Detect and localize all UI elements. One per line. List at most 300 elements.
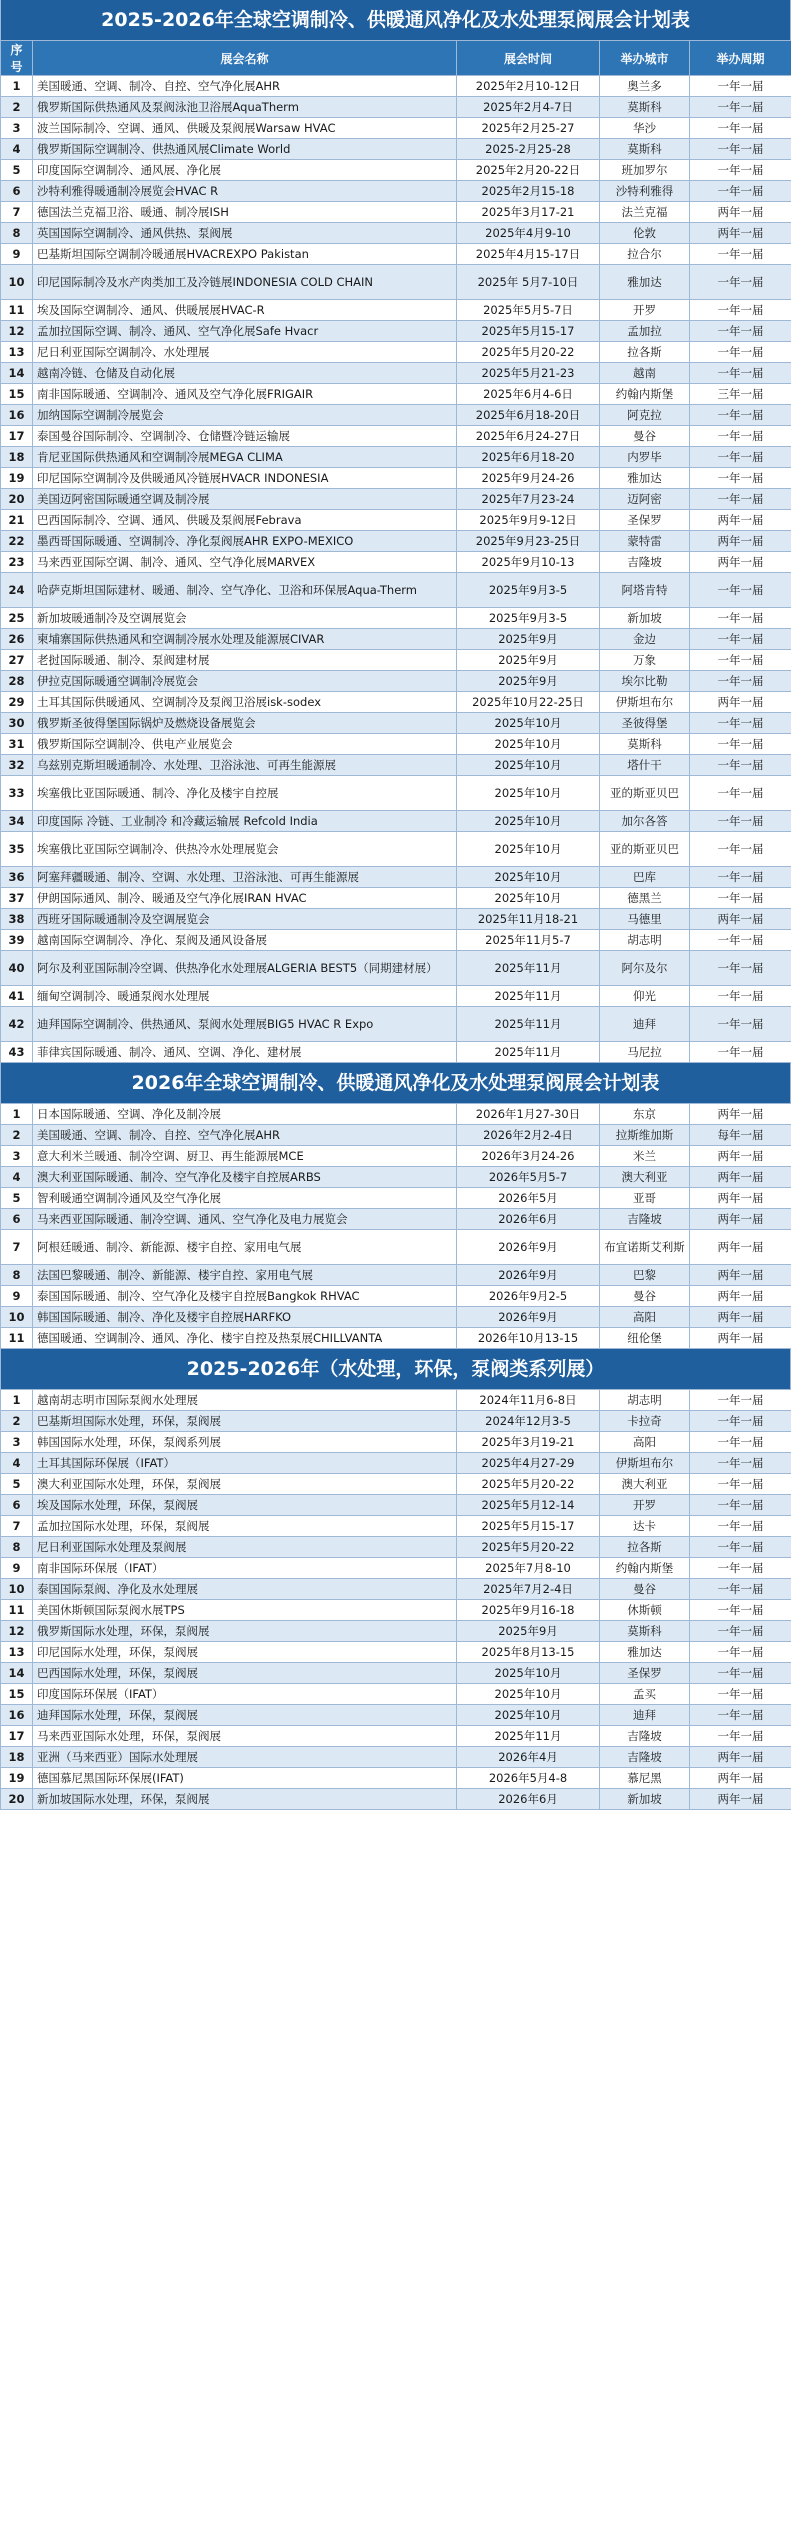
cell-name: 印度国际空调制冷、通风展、净化展 [33,160,457,181]
table-row [1,1286,791,1307]
cell-date: 2026年6月 [457,1209,600,1230]
cell-freq: 一年一届 [690,489,791,510]
cell-no: 20 [1,1789,33,1810]
cell-city: 巴库 [600,867,690,888]
cell-city: 班加罗尔 [600,160,690,181]
cell-freq: 两年一届 [690,202,791,223]
cell-no: 18 [1,1747,33,1768]
cell-date: 2025年11月18-21 [457,909,600,930]
cell-name: 南非国际暖通、空调制冷、通风及空气净化展FRIGAIR [33,384,457,405]
table-row [1,1146,791,1167]
cell-freq: 一年一届 [690,573,791,608]
cell-name: 泰国曼谷国际制冷、空调制冷、仓储暨冷链运输展 [33,426,457,447]
cell-city: 莫斯科 [600,734,690,755]
table-row [1,1726,791,1747]
cell-date: 2025年11月 [457,1042,600,1063]
cell-date: 2025年9月 [457,650,600,671]
cell-no: 4 [1,1453,33,1474]
cell-date: 2025年5月20-22 [457,1537,600,1558]
table-row [1,1007,791,1042]
cell-no: 1 [1,1390,33,1411]
table-row [1,384,791,405]
table-row [1,1684,791,1705]
cell-name: 韩国国际水处理，环保，泵阀系列展 [33,1432,457,1453]
table-row [1,426,791,447]
cell-freq: 两年一届 [690,1265,791,1286]
table-row [1,734,791,755]
table-row [1,1104,791,1125]
cell-date: 2025年2月10-12日 [457,76,600,97]
cell-city: 约翰内斯堡 [600,384,690,405]
cell-date: 2025年9月3-5 [457,608,600,629]
cell-city: 雅加达 [600,468,690,489]
cell-date: 2025年2月15-18 [457,181,600,202]
cell-date: 2025年6月18-20日 [457,405,600,426]
cell-city: 达卡 [600,1516,690,1537]
cell-freq: 一年一届 [690,734,791,755]
cell-name: 越南胡志明市国际泵阀水处理展 [33,1390,457,1411]
cell-no: 8 [1,1537,33,1558]
cell-freq: 一年一届 [690,118,791,139]
cell-freq: 两年一届 [690,1307,791,1328]
column-header-name: 展会名称 [33,41,457,76]
table-row [1,447,791,468]
cell-name: 新加坡国际水处理，环保，泵阀展 [33,1789,457,1810]
cell-freq: 两年一届 [690,531,791,552]
cell-no: 7 [1,1516,33,1537]
cell-date: 2025年11月 [457,951,600,986]
cell-name: 泰国国际暖通、制冷、空气净化及楼宇自控展Bangkok RHVAC [33,1286,457,1307]
cell-no: 8 [1,223,33,244]
table-row [1,692,791,713]
cell-no: 15 [1,1684,33,1705]
column-header-freq: 举办周期 [690,41,791,76]
cell-date: 2025年9月16-18 [457,1600,600,1621]
cell-date: 2025年9月 [457,671,600,692]
cell-freq: 一年一届 [690,426,791,447]
cell-city: 开罗 [600,1495,690,1516]
cell-no: 9 [1,244,33,265]
cell-no: 13 [1,342,33,363]
cell-no: 19 [1,468,33,489]
cell-date: 2026年9月 [457,1307,600,1328]
cell-name: 澳大利亚国际水处理，环保，泵阀展 [33,1474,457,1495]
column-header-date: 展会时间 [457,41,600,76]
cell-city: 雅加达 [600,1642,690,1663]
cell-city: 卡拉奇 [600,1411,690,1432]
cell-freq: 一年一届 [690,468,791,489]
cell-city: 阿尔及尔 [600,951,690,986]
cell-no: 33 [1,776,33,811]
cell-no: 6 [1,1209,33,1230]
cell-name: 菲律宾国际暖通、制冷、通风、空调、净化、建材展 [33,1042,457,1063]
cell-no: 39 [1,930,33,951]
cell-no: 5 [1,1474,33,1495]
cell-date: 2025年10月 [457,776,600,811]
cell-city: 莫斯科 [600,1621,690,1642]
table-row [1,930,791,951]
cell-date: 2026年5月4-8 [457,1768,600,1789]
cell-city: 莫斯科 [600,139,690,160]
table-row [1,489,791,510]
cell-no: 37 [1,888,33,909]
table-row [1,1789,791,1810]
table-row [1,888,791,909]
table-row [1,573,791,608]
cell-no: 32 [1,755,33,776]
cell-city: 沙特利雅得 [600,181,690,202]
cell-no: 24 [1,573,33,608]
cell-city: 伊斯坦布尔 [600,692,690,713]
table-row [1,244,791,265]
cell-city: 新加坡 [600,1789,690,1810]
cell-city: 奥兰多 [600,76,690,97]
cell-name: 肯尼亚国际供热通风和空调制冷展MEGA CLIMA [33,447,457,468]
table-row [1,552,791,573]
cell-date: 2025年9月24-26 [457,468,600,489]
schedule-table [0,40,791,1063]
cell-no: 10 [1,265,33,300]
cell-name: 韩国国际暖通、制冷、净化及楼宇自控展HARFKO [33,1307,457,1328]
cell-date: 2025年5月21-23 [457,363,600,384]
cell-freq: 一年一届 [690,76,791,97]
section-title: 2026年全球空调制冷、供暖通风净化及水处理泵阀展会计划表 [0,1063,791,1103]
cell-no: 19 [1,1768,33,1789]
table-row [1,986,791,1007]
cell-city: 越南 [600,363,690,384]
cell-name: 埃及国际空调制冷、通风、供暖展展HVAC-R [33,300,457,321]
cell-name: 俄罗斯国际空调制冷、供电产业展览会 [33,734,457,755]
cell-city: 布宜诺斯艾利斯 [600,1230,690,1265]
table-row [1,97,791,118]
cell-date: 2025年9月10-13 [457,552,600,573]
cell-freq: 一年一届 [690,811,791,832]
cell-date: 2026年10月13-15 [457,1328,600,1349]
cell-date: 2025年10月 [457,867,600,888]
section-title: 2025-2026年全球空调制冷、供暖通风净化及水处理泵阀展会计划表 [0,0,791,40]
cell-name: 马来西亚国际空调、制冷、通风、空气净化展MARVEX [33,552,457,573]
table-row [1,531,791,552]
cell-freq: 两年一届 [690,1286,791,1307]
cell-city: 亚哥 [600,1188,690,1209]
cell-name: 新加坡暖通制冷及空调展览会 [33,608,457,629]
cell-name: 法国巴黎暖通、制冷、新能源、楼宇自控、家用电气展 [33,1265,457,1286]
table-row [1,202,791,223]
cell-date: 2025年11月5-7 [457,930,600,951]
cell-freq: 一年一届 [690,951,791,986]
cell-date: 2025年10月 [457,832,600,867]
cell-freq: 一年一届 [690,1537,791,1558]
cell-freq: 一年一届 [690,832,791,867]
cell-no: 16 [1,1705,33,1726]
cell-city: 圣保罗 [600,510,690,531]
table-row [1,321,791,342]
cell-name: 马来西亚国际暖通、制冷空调、通风、空气净化及电力展览会 [33,1209,457,1230]
cell-no: 28 [1,671,33,692]
cell-no: 17 [1,1726,33,1747]
cell-name: 伊朗国际通风、制冷、暖通及空气净化展IRAN HVAC [33,888,457,909]
cell-no: 30 [1,713,33,734]
cell-city: 圣保罗 [600,1663,690,1684]
cell-name: 美国迈阿密国际暖通空调及制冷展 [33,489,457,510]
table-row [1,1328,791,1349]
cell-name: 亚洲（马来西亚）国际水处理展 [33,1747,457,1768]
cell-name: 印度国际 冷链、工业制冷 和冷藏运输展 Refcold India [33,811,457,832]
cell-freq: 一年一届 [690,265,791,300]
cell-name: 阿塞拜疆暖通、制冷、空调、水处理、卫浴泳池、可再生能源展 [33,867,457,888]
table-header-row [1,41,791,76]
schedule-table [0,1103,791,1349]
cell-city: 莫斯科 [600,97,690,118]
cell-name: 土耳其国际环保展（IFAT） [33,1453,457,1474]
cell-freq: 一年一届 [690,1621,791,1642]
cell-freq: 一年一届 [690,1411,791,1432]
cell-date: 2025年4月27-29 [457,1453,600,1474]
cell-date: 2025年5月20-22 [457,342,600,363]
cell-date: 2026年6月 [457,1789,600,1810]
cell-freq: 一年一届 [690,1600,791,1621]
cell-date: 2025年9月 [457,629,600,650]
table-row [1,1747,791,1768]
cell-no: 8 [1,1265,33,1286]
cell-date: 2025年10月 [457,1663,600,1684]
cell-name: 俄罗斯国际供热通风及泵阀泳池卫浴展AquaTherm [33,97,457,118]
cell-freq: 一年一届 [690,776,791,811]
cell-no: 18 [1,447,33,468]
cell-name: 俄罗斯国际水处理，环保，泵阀展 [33,1621,457,1642]
cell-no: 3 [1,118,33,139]
table-row [1,118,791,139]
cell-city: 拉合尔 [600,244,690,265]
cell-date: 2026年5月 [457,1188,600,1209]
cell-city: 伊斯坦布尔 [600,1453,690,1474]
cell-date: 2025年9月3-5 [457,573,600,608]
cell-no: 42 [1,1007,33,1042]
cell-name: 印度国际环保展（IFAT） [33,1684,457,1705]
cell-date: 2025年10月 [457,811,600,832]
cell-date: 2024年12月3-5 [457,1411,600,1432]
table-row [1,1516,791,1537]
table-row [1,650,791,671]
cell-city: 马德里 [600,909,690,930]
cell-city: 澳大利亚 [600,1167,690,1188]
cell-freq: 一年一届 [690,139,791,160]
cell-freq: 一年一届 [690,97,791,118]
cell-city: 拉斯维加斯 [600,1125,690,1146]
cell-freq: 一年一届 [690,1042,791,1063]
cell-name: 美国暖通、空调、制冷、自控、空气净化展AHR [33,76,457,97]
cell-name: 尼日利亚国际空调制冷、水处理展 [33,342,457,363]
cell-name: 伊拉克国际暖通空调制冷展览会 [33,671,457,692]
cell-name: 加纳国际空调制冷展览会 [33,405,457,426]
table-row [1,1453,791,1474]
cell-freq: 一年一届 [690,1453,791,1474]
cell-no: 11 [1,1328,33,1349]
cell-date: 2025年10月22-25日 [457,692,600,713]
cell-name: 埃塞俄比亚国际空调制冷、供热冷水处理展览会 [33,832,457,867]
cell-name: 土耳其国际供暖通风、空调制冷及泵阀卫浴展isk-sodex [33,692,457,713]
table-row [1,755,791,776]
cell-no: 25 [1,608,33,629]
cell-date: 2026年9月 [457,1265,600,1286]
cell-freq: 一年一届 [690,181,791,202]
cell-no: 21 [1,510,33,531]
cell-city: 新加坡 [600,608,690,629]
cell-name: 德国暖通、空调制冷、通风、净化、楼宇自控及热泵展CHILLVANTA [33,1328,457,1349]
table-row [1,265,791,300]
cell-freq: 两年一届 [690,552,791,573]
cell-city: 亚的斯亚贝巴 [600,832,690,867]
cell-no: 5 [1,1188,33,1209]
schedule-table [0,1389,791,1810]
cell-date: 2025年10月 [457,888,600,909]
cell-city: 亚的斯亚贝巴 [600,776,690,811]
cell-freq: 两年一届 [690,510,791,531]
cell-date: 2025年4月15-17日 [457,244,600,265]
cell-freq: 一年一届 [690,342,791,363]
cell-freq: 两年一届 [690,1768,791,1789]
table-row [1,1768,791,1789]
cell-date: 2025年2月25-27 [457,118,600,139]
cell-name: 乌兹别克斯坦暖通制冷、水处理、卫浴泳池、可再生能源展 [33,755,457,776]
cell-city: 巴黎 [600,1265,690,1286]
cell-name: 墨西哥国际暖通、空调制冷、净化泵阀展AHR EXPO-MEXICO [33,531,457,552]
cell-city: 吉隆坡 [600,552,690,573]
cell-no: 38 [1,909,33,930]
cell-name: 俄罗斯国际空调制冷、供热通风展Climate World [33,139,457,160]
cell-name: 阿根廷暖通、制冷、新能源、楼宇自控、家用电气展 [33,1230,457,1265]
table-row [1,1558,791,1579]
cell-city: 迪拜 [600,1705,690,1726]
cell-name: 印尼国际水处理，环保，泵阀展 [33,1642,457,1663]
cell-no: 36 [1,867,33,888]
table-row [1,1495,791,1516]
cell-no: 14 [1,363,33,384]
cell-freq: 一年一届 [690,1642,791,1663]
cell-no: 2 [1,97,33,118]
table-row [1,1663,791,1684]
cell-name: 英国国际空调制冷、通风供热、泵阀展 [33,223,457,244]
table-row [1,1474,791,1495]
cell-city: 高阳 [600,1307,690,1328]
table-row [1,468,791,489]
cell-city: 迪拜 [600,1007,690,1042]
cell-city: 圣彼得堡 [600,713,690,734]
table-row [1,405,791,426]
cell-freq: 两年一届 [690,1209,791,1230]
cell-date: 2026年5月5-7 [457,1167,600,1188]
cell-date: 2025年3月17-21 [457,202,600,223]
table-row [1,671,791,692]
cell-city: 万象 [600,650,690,671]
table-row [1,909,791,930]
cell-date: 2026年9月2-5 [457,1286,600,1307]
table-row [1,181,791,202]
table-row [1,1537,791,1558]
table-row [1,629,791,650]
cell-name: 迪拜国际空调制冷、供热通风、泵阀水处理展BIG5 HVAC R Expo [33,1007,457,1042]
cell-no: 20 [1,489,33,510]
cell-city: 伦敦 [600,223,690,244]
cell-date: 2025年7月8-10 [457,1558,600,1579]
table-row [1,1188,791,1209]
table-row [1,951,791,986]
cell-name: 沙特利雅得暖通制冷展览会HVAC R [33,181,457,202]
cell-date: 2025年2月20-22日 [457,160,600,181]
cell-date: 2025年10月 [457,755,600,776]
cell-date: 2025年9月 [457,1621,600,1642]
cell-no: 4 [1,1167,33,1188]
cell-date: 2025年10月 [457,1684,600,1705]
cell-city: 约翰内斯堡 [600,1558,690,1579]
table-row [1,363,791,384]
table-row [1,867,791,888]
cell-freq: 一年一届 [690,867,791,888]
cell-name: 波兰国际制冷、空调、通风、供暖及泵阀展Warsaw HVAC [33,118,457,139]
cell-city: 米兰 [600,1146,690,1167]
cell-freq: 一年一届 [690,1516,791,1537]
table-row [1,1307,791,1328]
cell-no: 41 [1,986,33,1007]
cell-city: 阿塔肯特 [600,573,690,608]
cell-no: 26 [1,629,33,650]
cell-name: 智利暖通空调制冷通风及空气净化展 [33,1188,457,1209]
cell-city: 胡志明 [600,1390,690,1411]
cell-name: 巴基斯坦国际水处理，环保，泵阀展 [33,1411,457,1432]
cell-date: 2025年6月18-20 [457,447,600,468]
cell-freq: 两年一届 [690,1230,791,1265]
cell-freq: 一年一届 [690,1684,791,1705]
cell-city: 拉各斯 [600,1537,690,1558]
cell-name: 意大利米兰暖通、制冷空调、厨卫、再生能源展MCE [33,1146,457,1167]
table-row [1,608,791,629]
cell-freq: 两年一届 [690,1188,791,1209]
cell-date: 2026年2月2-4日 [457,1125,600,1146]
cell-freq: 一年一届 [690,755,791,776]
cell-freq: 一年一届 [690,1558,791,1579]
cell-name: 日本国际暖通、空调、净化及制冷展 [33,1104,457,1125]
cell-freq: 两年一届 [690,1789,791,1810]
cell-freq: 一年一届 [690,671,791,692]
table-row [1,1411,791,1432]
cell-city: 曼谷 [600,1286,690,1307]
cell-no: 15 [1,384,33,405]
table-row [1,1042,791,1063]
cell-freq: 一年一届 [690,405,791,426]
cell-no: 11 [1,1600,33,1621]
cell-name: 德国法兰克福卫浴、暖通、制冷展ISH [33,202,457,223]
cell-freq: 一年一届 [690,1432,791,1453]
table-row [1,811,791,832]
cell-name: 孟加拉国际空调、制冷、通风、空气净化展Safe Hvacr [33,321,457,342]
cell-date: 2025年11月 [457,1726,600,1747]
cell-freq: 一年一届 [690,1495,791,1516]
cell-city: 雅加达 [600,265,690,300]
cell-city: 蒙特雷 [600,531,690,552]
table-row [1,1167,791,1188]
cell-no: 6 [1,1495,33,1516]
cell-name: 埃及国际水处理，环保，泵阀展 [33,1495,457,1516]
table-row [1,139,791,160]
table-row [1,300,791,321]
cell-date: 2025年10月 [457,713,600,734]
column-header-city: 举办城市 [600,41,690,76]
cell-no: 12 [1,321,33,342]
cell-date: 2025年 5月7-10日 [457,265,600,300]
table-row [1,160,791,181]
cell-city: 华沙 [600,118,690,139]
cell-freq: 一年一届 [690,1007,791,1042]
